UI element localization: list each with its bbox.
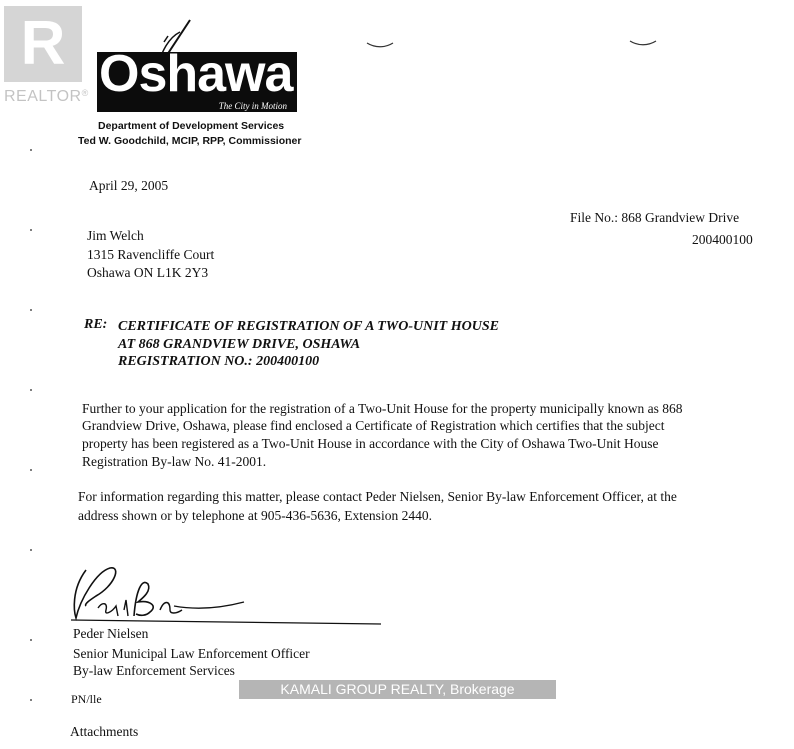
realtor-label: REALTOR xyxy=(4,88,82,105)
re-prefix: RE: xyxy=(84,317,108,332)
paragraph-2-line: For information regarding this matter, please contact Peder Nielsen, Senior By-law Enforcement Officer, at the xyxy=(78,489,677,504)
handwritten-signature xyxy=(66,560,386,635)
recipient-name: Jim Welch xyxy=(87,228,144,243)
recipient-city: Oshawa ON L1K 2Y3 xyxy=(87,265,209,280)
signatory-title: Senior Municipal Law Enforcement Officer xyxy=(73,646,310,661)
scan-edge-specks xyxy=(28,140,34,720)
department-name: Department of Development Services xyxy=(98,120,285,132)
oshawa-logo-name: Oshawa xyxy=(99,45,293,103)
oshawa-logo xyxy=(97,45,297,112)
scan-mark xyxy=(628,38,658,48)
brokerage-watermark: KAMALI GROUP REALTY, Brokerage xyxy=(239,680,556,699)
paragraph-1-line: property has been registered as a Two-Unit House in accordance with the City of Oshawa Two-Unit House xyxy=(82,436,659,451)
re-line-1: CERTIFICATE OF REGISTRATION OF A TWO-UNIT HOUSE xyxy=(118,319,499,334)
paragraph-2-line: address shown or by telephone at 905-436-5636, Extension 2440. xyxy=(78,508,432,523)
paragraph-1-line: Further to your application for the registration of a Two-Unit House for the property municipally known as 868 xyxy=(82,401,683,416)
signatory-unit: By-law Enforcement Services xyxy=(73,663,235,678)
attachments-label: Attachments xyxy=(70,724,139,739)
oshawa-logo-tagline: The City in Motion xyxy=(218,101,287,111)
re-line-2: AT 868 GRANDVIEW DRIVE, OSHAWA xyxy=(118,337,361,352)
paragraph-1-line: Registration By-law No. 41-2001. xyxy=(82,454,267,469)
letter-date: April 29, 2005 xyxy=(89,178,169,193)
file-number: 200400100 xyxy=(692,232,753,247)
realtor-logo: R REALTOR® xyxy=(4,6,86,106)
paragraph-1-line: Grandview Drive, Oshawa, please find enclosed a Certificate of Registration which certifies that the subject xyxy=(82,418,665,433)
registered-mark: ® xyxy=(81,88,89,98)
file-number-label: File No.: 868 Grandview Drive xyxy=(570,210,740,225)
scan-mark xyxy=(365,40,395,50)
re-line-3: REGISTRATION NO.: 200400100 xyxy=(118,354,320,369)
commissioner-line: Ted W. Goodchild, MCIP, RPP, Commissioner xyxy=(78,135,302,147)
signatory-name: Peder Nielsen xyxy=(73,626,149,641)
recipient-street: 1315 Ravencliffe Court xyxy=(87,247,215,262)
initials: PN/lle xyxy=(71,692,102,706)
